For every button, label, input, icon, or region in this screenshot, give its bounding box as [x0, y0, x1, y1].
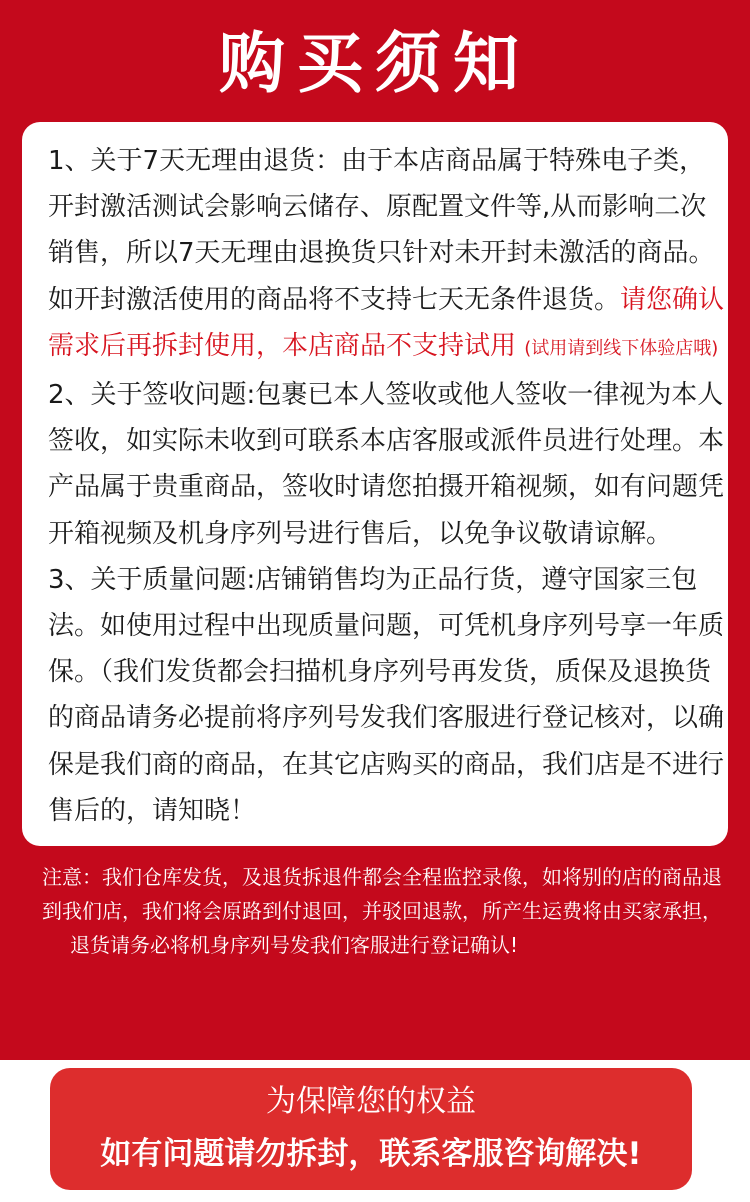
bottom-banner: [50, 1068, 692, 1190]
attention-note: [42, 860, 722, 962]
attention-text-part1: 注意：我们仓库发货，及退货拆退件都会全程监控录像，如将别的店的商品退到我们店，我们将会原路到付退回，并驳回退款，所产生运费将由买家承担，: [42, 865, 722, 923]
attention-text-part2: 退货请务必将机身序列号发我们客服进行登记确认!: [70, 933, 519, 957]
banner-line2: 如有问题请勿拆封，联系客服咨询解决!: [100, 1136, 642, 1172]
notice-card: [22, 122, 728, 846]
notice-item-return-policy: 1、关于7天无理由退货：由于本店商品属于特殊电子类，开封激活测试会影响云储存、原配置文件等,从而影响二次销售，所以7天无理由退换货只针对未开封未激活的商品。如开封激活使用的商品将不支持七天无条件退货。: [48, 146, 715, 315]
banner-line1: 为保障您的权益: [266, 1084, 476, 1119]
notice-item-quality: 3、关于质量问题:店铺销售均为正品行货，遵守国家三包法。如使用过程中出现质量问题，可凭机身序列号享一年质保。（我们发货都会扫描机身序列号再发货，质保及退换货的商品请务必提前将序列号发我们客服进行登记核对，以确保是我们商的商品，在其它店购买的商品，我们店是不进行售后的，请知晓！: [48, 564, 725, 826]
notice-warning: 请您确认需求后再拆封使用，本店商品不支持试用: [48, 284, 725, 361]
notice-trial-note: (试用请到线下体验店哦): [524, 337, 719, 359]
page-title: 购买须知: [219, 25, 531, 102]
notice-item-delivery: 2、关于签收问题:包裹已本人签收或他人签收一律视为本人签收，如实际未收到可联系本店客服或派件员进行处理。本产品属于贵重商品，签收时请您拍摄开箱视频，如有问题凭开箱视频及机身序列号进行售后，以免争议敬请谅解。: [48, 380, 725, 549]
notice-text: [48, 138, 728, 834]
